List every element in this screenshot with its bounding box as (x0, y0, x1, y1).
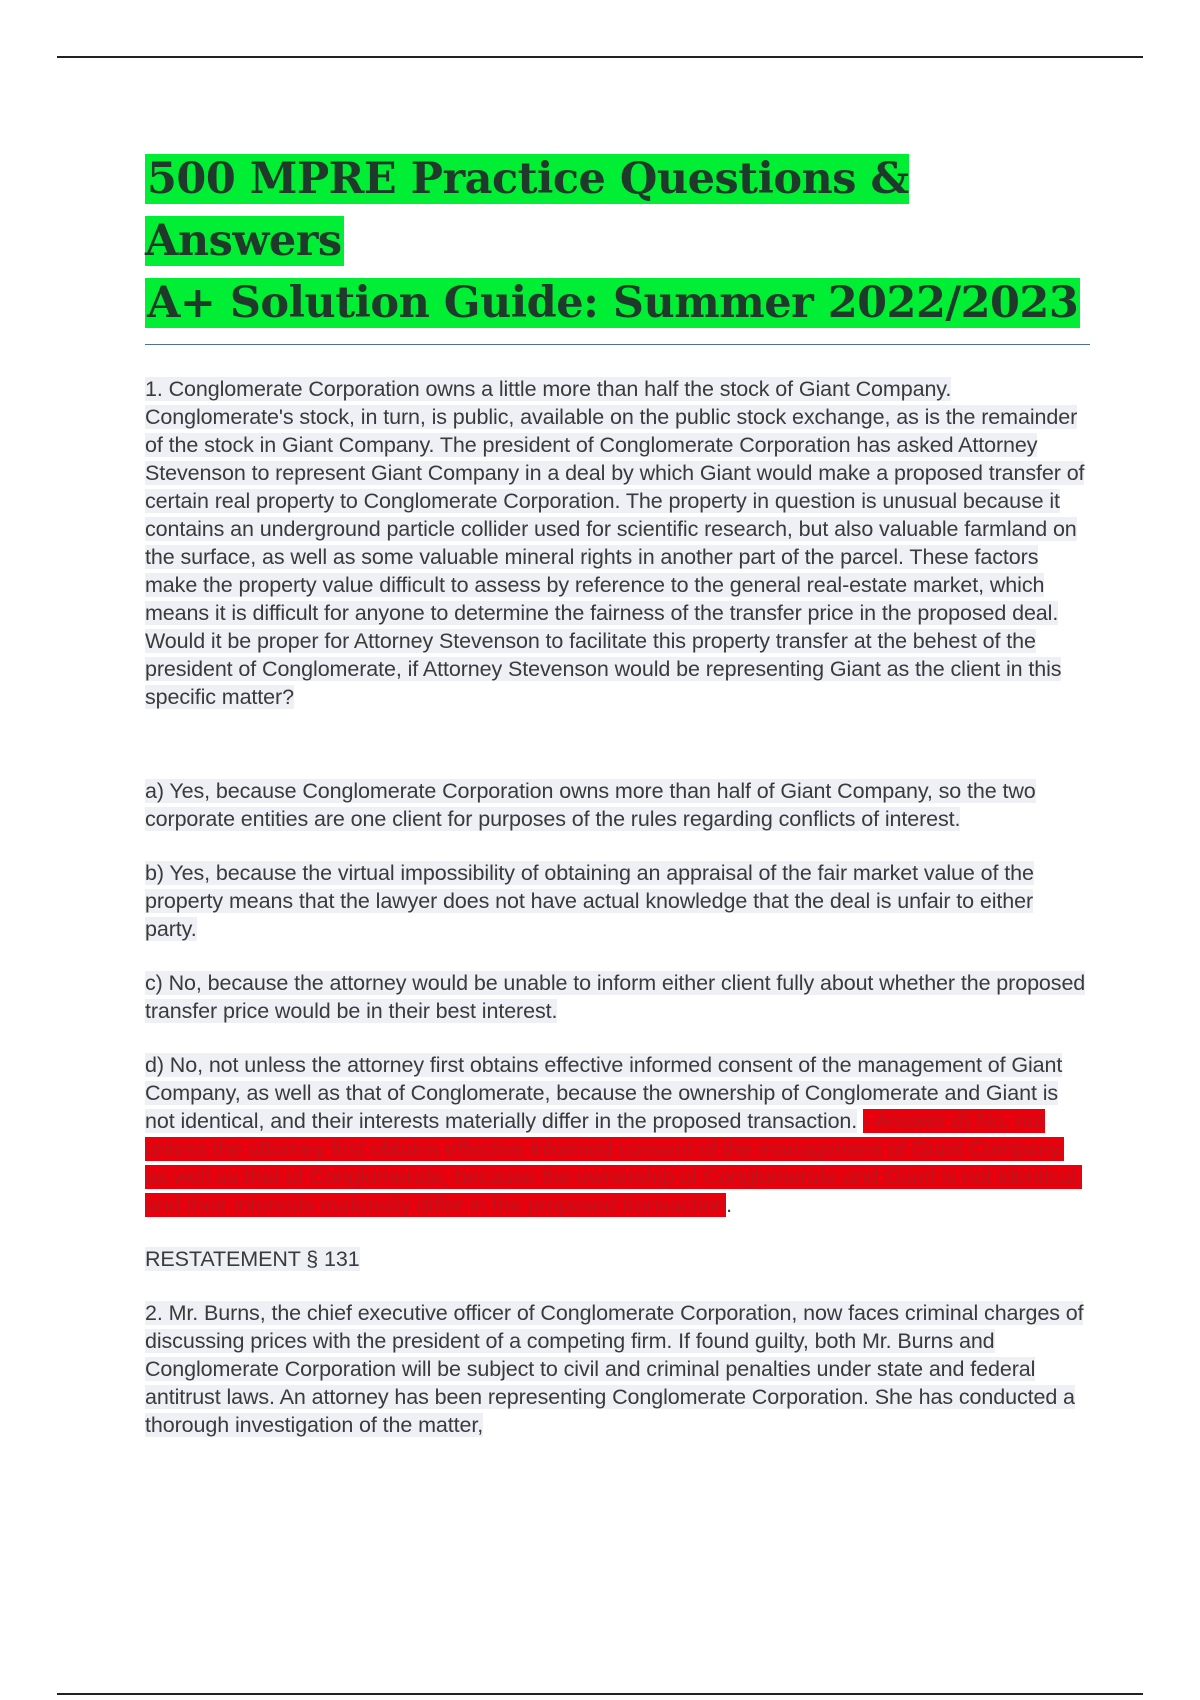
page-content (145, 148, 1090, 1439)
question-1-option-b: b) Yes, because the virtual impossibility of obtaining an appraisal of the fair market value of the property means that the lawyer does not have actual knowledge that the deal is unfair to either party. (145, 861, 1034, 941)
option-d-text: d) No, not unless the attorney first obtains effective informed consent of the management of Giant Company, as well as that of Conglomerate, because the ownership of Conglomerate and Giant is not identical, and their interests materially differ in the proposed transaction. (145, 1053, 1063, 1133)
highlighted-answer: - Answer d) No, not unless the attorney first obtains effective informed consent of the management of Giant Company, as well as that of Conglomerate, because the ownership of Conglomerate and Giant is not identical, and their interests materially differ in the proposed transaction (145, 1109, 1082, 1217)
question-1-option-c: c) No, because the attorney would be unable to inform either client fully about whether the proposed transfer price would be in their best interest. (145, 971, 1086, 1023)
restatement-citation: RESTATEMENT § 131 (145, 1247, 360, 1271)
question-1-option-a: a) Yes, because Conglomerate Corporation owns more than half of Giant Company, so the two corporate entities are one client for purposes of the rules regarding conflicts of interest. (145, 779, 1036, 831)
title-underline (145, 344, 1090, 345)
top-page-rule (57, 56, 1143, 58)
title-line-2: A+ Solution Guide: Summer 2022/2023 (147, 278, 1079, 328)
answer-period: . (726, 1193, 732, 1217)
question-1-text: 1. Conglomerate Corporation owns a little more than half the stock of Giant Company. Conglomerate's stock, in turn, is public, available on the public stock exchange, as is the remainder of the stock in Giant Company. The president of Conglomerate Corporation has asked Attorney Stevenson to represent Giant Company in a deal by which Giant would make a proposed transfer of certain real property to Conglomerate Corporation. The property in question is unusual because it contains an underground particle collider used for scientific research, but also valuable farmland on the surface, as well as some valuable mineral rights in another part of the parcel. These factors make the property value difficult to assess by reference to the general real-estate market, which means it is difficult for anyone to determine the fairness of the transfer price in the proposed deal. Would it be proper for Attorney Stevenson to facilitate this property transfer at the behest of the president of Conglomerate, if Attorney Stevenson would be representing Giant as the client in this specific matter? (145, 377, 1085, 709)
question-2-text: 2. Mr. Burns, the chief executive officer of Conglomerate Corporation, now faces criminal charges of discussing prices with the president of a competing firm. If found guilty, both Mr. Burns and Conglomerate Corporation will be subject to civil and criminal penalties under state and federal antitrust laws. An attorney has been representing Conglomerate Corporation. She has conducted a thorough investigation of the matter, (145, 1301, 1084, 1437)
bottom-page-rule (57, 1693, 1143, 1695)
document-title (145, 148, 1090, 334)
title-line-1: 500 MPRE Practice Questions & Answers (145, 154, 909, 266)
question-1-option-d (145, 1051, 1090, 1219)
